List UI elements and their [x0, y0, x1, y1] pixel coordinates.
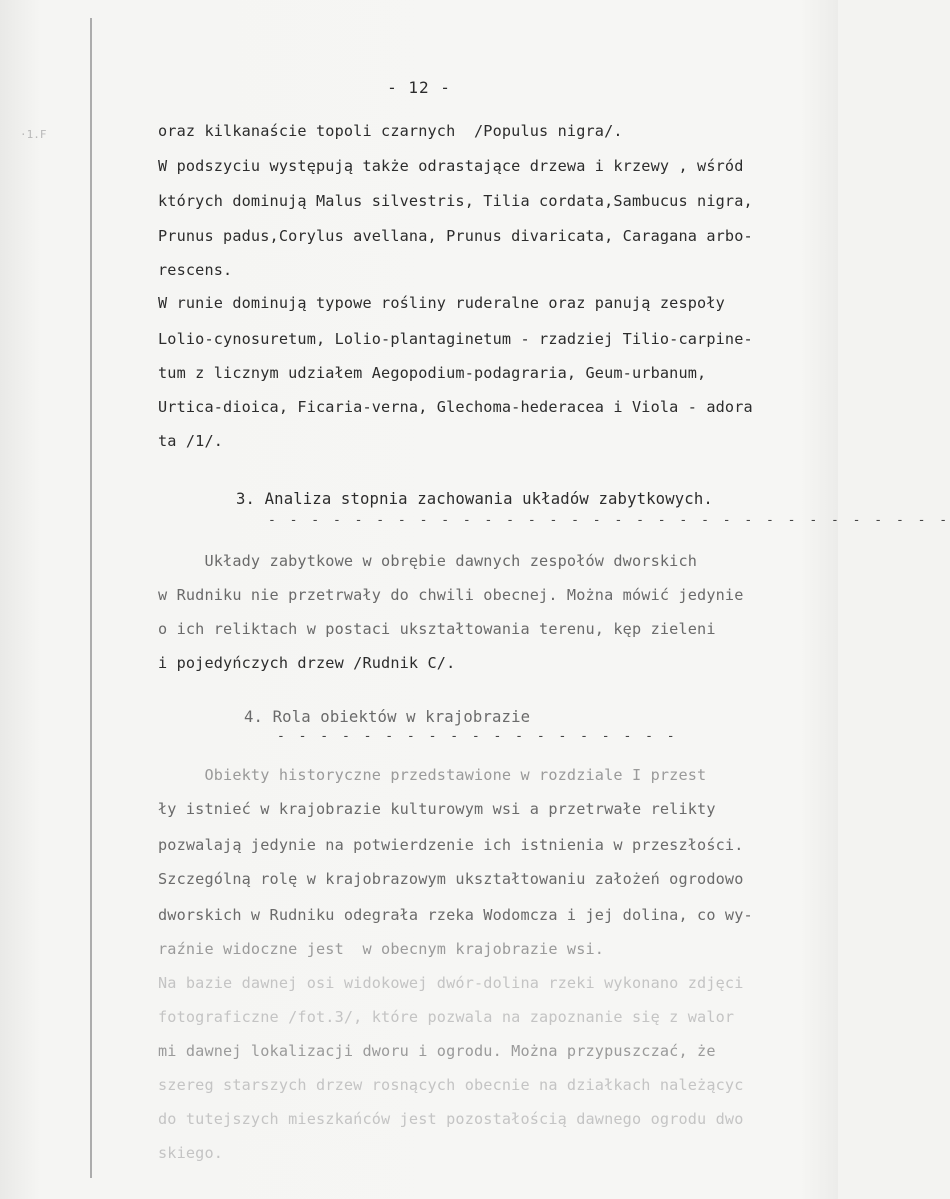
- section4-line-12: skiego.: [158, 1144, 224, 1162]
- paragraph1-line-1: oraz kilkanaście topoli czarnych /Populus nigra/.: [158, 122, 623, 140]
- section4-line-5: dworskich w Rudniku odegrała rzeka Wodomcza i jej dolina, co wy-: [158, 906, 753, 924]
- section3-line-2: w Rudniku nie przetrwały do chwili obecnej. Można mówić jedynie: [158, 586, 744, 604]
- section4-line-9: mi dawnej lokalizacji dworu i ogrodu. Można przypuszczać, że: [158, 1042, 716, 1060]
- paragraph1-line-4: Prunus padus,Corylus avellana, Prunus divaricata, Caragana arbo-: [158, 227, 753, 245]
- section4-heading: 4. Rola obiektów w krajobrazie: [244, 708, 531, 726]
- section4-line-7: Na bazie dawnej osi widokowej dwór-dolina rzeki wykonano zdjęci: [158, 974, 744, 992]
- binding-edge-line: [90, 18, 92, 1178]
- section4-line-11: do tutejszych mieszkańców jest pozostałością dawnego ogrodu dwo: [158, 1110, 744, 1128]
- paragraph2-line-1: W runie dominują typowe rośliny ruderalne oraz panują zespoły: [158, 294, 725, 312]
- section3-line-3: o ich reliktach w postaci ukształtowania terenu, kęp zieleni: [158, 620, 716, 638]
- edge-mark: ·1.F: [20, 128, 47, 141]
- paragraph2-line-4: Urtica-dioica, Ficaria-verna, Glechoma-hederacea i Viola - adora: [158, 398, 753, 416]
- page-number: - 12 -: [387, 78, 451, 97]
- paragraph1-line-5: rescens.: [158, 261, 233, 279]
- section4-heading-underline: - - - - - - - - - - - - - - - - - - -: [277, 729, 678, 744]
- section4-line-4: Szczególną rolę w krajobrazowym ukształtowaniu założeń ogrodowo: [158, 870, 744, 888]
- section3-line-4: i pojedyńczych drzew /Rudnik C/.: [158, 654, 456, 672]
- section4-line-2: ły istnieć w krajobrazie kulturowym wsi a przetrwałe relikty: [158, 800, 716, 818]
- section4-line-6: raźnie widoczne jest w obecnym krajobrazie wsi.: [158, 940, 605, 958]
- section3-heading: 3. Analiza stopnia zachowania układów zabytkowych.: [236, 490, 713, 508]
- section4-line-3: pozwalają jedynie na potwierdzenie ich istnienia w przeszłości.: [158, 836, 744, 854]
- paragraph2-line-5: ta /1/.: [158, 432, 224, 450]
- section3-line-1: Układy zabytkowe w obrębie dawnych zespołów dworskich: [158, 552, 698, 570]
- section4-line-10: szereg starszych drzew rosnących obecnie na działkach należącyc: [158, 1076, 744, 1094]
- paragraph2-line-2: Lolio-cynosuretum, Lolio-plantaginetum - rzadziej Tilio-carpine-: [158, 330, 753, 348]
- section3-heading-underline: - - - - - - - - - - - - - - - - - - - - - - - - - - - - - - - -: [268, 513, 950, 528]
- section4-line-8: fotograficzne /fot.3/, które pozwala na zapoznanie się z walor: [158, 1008, 735, 1026]
- paragraph1-line-3: których dominują Malus silvestris, Tilia cordata,Sambucus nigra,: [158, 192, 753, 210]
- paragraph1-line-2: W podszyciu występują także odrastające drzewa i krzewy , wśród: [158, 157, 744, 175]
- section4-line-1: Obiekty historyczne przedstawione w rozdziale I przest: [158, 766, 707, 784]
- paragraph2-line-3: tum z licznym udziałem Aegopodium-podagraria, Geum-urbanum,: [158, 364, 707, 382]
